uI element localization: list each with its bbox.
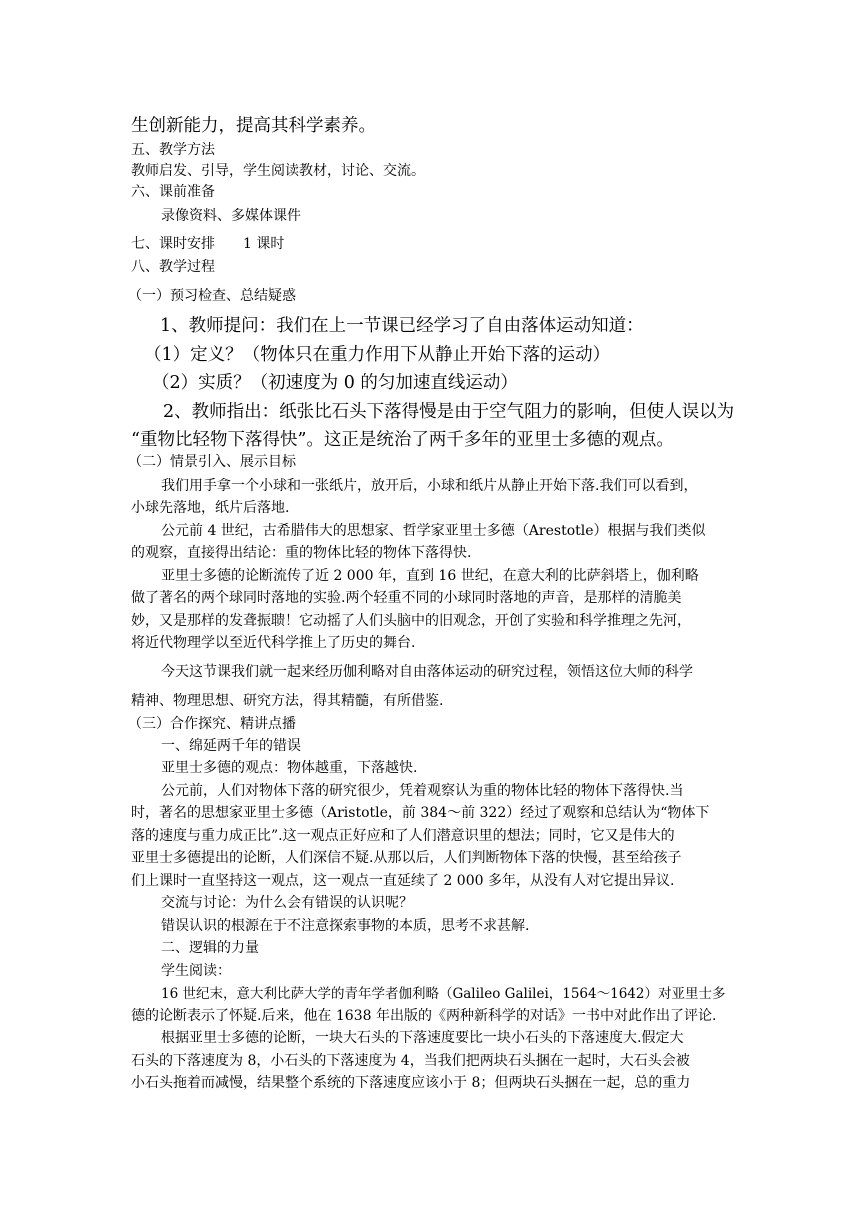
text-line: 小球先落地，纸片后落地. (131, 500, 290, 516)
text-line: 的观察，直接得出结论：重的物体比轻的物体下落得快. (131, 545, 472, 561)
text-line: 落的速度与重力成正比”.这一观点正好应和了人们潜意识里的想法；同时，它又是伟大的 (131, 828, 675, 844)
subsection-heading: （一）预习检查、总结疑惑 (128, 288, 296, 304)
text-line: 做了著名的两个球同时落地的实验.两个轻重不同的小球同时落地的声音，是那样的清脆美 (131, 590, 682, 606)
text-line: 亚里士多德提出的论断，人们深信不疑.从那以后，人们判断物体下落的快慢，甚至给孩子 (131, 850, 682, 866)
text-line: 16 世纪末，意大利比萨大学的青年学者伽利略（Galileo Galilei，1564～1642）对亚里士多 (161, 986, 726, 1002)
text-line: 我们用手拿一个小球和一张纸片，放开后，小球和纸片从静止开始下落.我们可以看到， (161, 478, 698, 494)
text-line: 们上课时一直坚持这一观点，这一观点一直延续了 2 000 多年，从没有人对它提出异议. (131, 873, 675, 889)
text-line: 妙，又是那样的发聋振聩！它动摇了人们头脑中的旧观念，开创了实验和科学推理之先河， (131, 613, 691, 629)
text-line: 错误认识的根源在于不注意探索事物的本质，思考不求甚解. (161, 918, 530, 934)
text-line: 交流与讨论：为什么会有错误的认识呢？ (161, 895, 413, 911)
text-line: 录像资料、多媒体课件 (161, 208, 301, 224)
text-line: 德的论断表示了怀疑.后来，他在 1638 年出版的《两种新科学的对话》一书中对此作出了评论. (131, 1008, 717, 1024)
subsection-heading: （三）合作探究、精讲点播 (128, 716, 296, 732)
text-line: 1、教师提问：我们在上一节课已经学习了自由落体运动知道： (160, 316, 644, 336)
subsection-heading: （二）情景引入、展示目标 (128, 454, 296, 470)
text-line: 精神、物理思想、研究方法，得其精髓，有所借鉴. (131, 693, 444, 709)
text-line: 时，著名的思想家亚里士多德（Aristotle，前 384～前 322）经过了观察和总结认为“物体下 (131, 805, 710, 821)
section-heading: 八、教学过程 (131, 259, 215, 275)
text-line: 今天这节课我们就一起来经历伽利略对自由落体运动的研究过程，领悟这位大师的科学 (161, 664, 693, 680)
section-heading: 五、教学方法 (131, 142, 215, 158)
text-line: 小石头拖着而减慢，结果整个系统的下落速度应该小于 8；但两块石头捆在一起，总的重力 (131, 1075, 691, 1091)
text-line: 公元前 4 世纪，古希腊伟大的思想家、哲学家亚里士多德（Arestotle）根据与我们类似 (161, 523, 706, 539)
text-line: 公元前，人们对物体下落的研究很少，凭着观察认为重的物体比轻的物体下落得快.当 (161, 783, 684, 799)
sub-heading: 二、逻辑的力量 (161, 940, 259, 956)
text-line: 学生阅读： (161, 963, 231, 979)
text-line: 生创新能力，提高其科学素养。 (131, 116, 376, 136)
text-line: 石头的下落速度为 8，小石头的下落速度为 4，当我们把两块石头捆在一起时，大石头会被 (131, 1053, 690, 1069)
text-line: 教师启发、引导，学生阅读教材，讨论、交流。 (131, 163, 425, 179)
text-line: 亚里士多德的论断流传了近 2 000 年，直到 16 世纪，在意大利的比萨斜塔上，伽利略 (161, 568, 699, 584)
section-heading: 七、课时安排 1 课时 (131, 236, 285, 252)
text-line: （1）定义？（物体只在重力作用下从静止开始下落的运动） (144, 345, 611, 365)
text-line: “重物比轻物下落得快”。这正是统治了两千多年的亚里士多德的观点。 (131, 430, 674, 450)
text-line: （2）实质？（初速度为 0 的匀加速直线运动） (152, 373, 518, 393)
text-line: 根据亚里士多德的论断，一块大石头的下落速度要比一块小石头的下落速度大.假定大 (161, 1030, 684, 1046)
sub-heading: 一、绵延两千年的错误 (161, 738, 301, 754)
text-line: 亚里士多德的观点：物体越重，下落越快. (161, 760, 418, 776)
text-line: 将近代物理学以至近代科学推上了历史的舞台. (131, 635, 416, 651)
text-line: 2、教师指出：纸张比石头下落得慢是由于空气阻力的影响，但使人误以为 (163, 402, 735, 422)
section-heading: 六、课前准备 (131, 184, 215, 200)
